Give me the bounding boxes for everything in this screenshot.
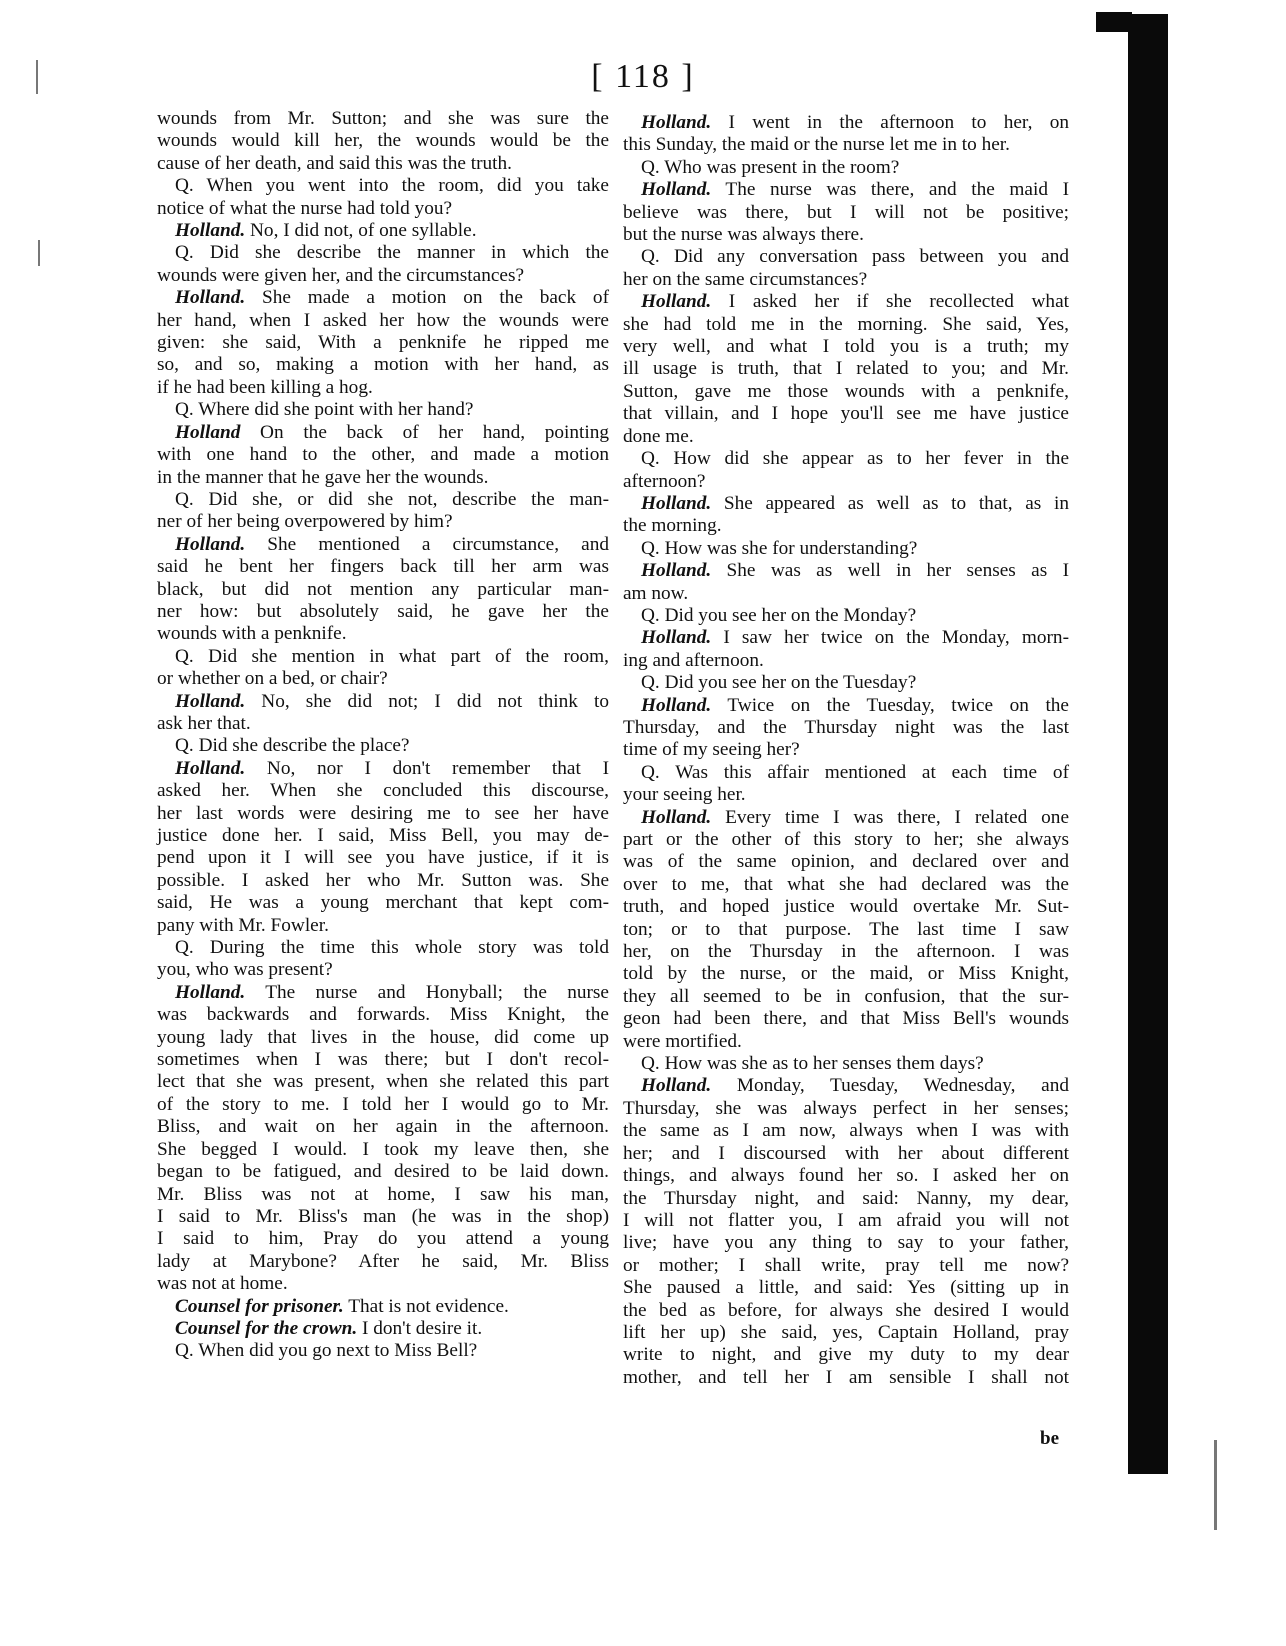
text-line [157,130,609,152]
line-text: her on the same circumstances? [623,268,868,290]
line-text: was not at home. [157,1273,288,1295]
line-text: the bed as before, for always she desired I would [623,1299,1069,1321]
text-line [623,202,1069,224]
line-text: No, I did not, of one syllable. [245,220,477,242]
line-text: Q. Did she describe the manner in which the [175,242,609,264]
line-text: Q. Did you see her on the Tuesday? [641,672,917,694]
line-text: this Sunday, the maid or the nurse let me in to her. [623,134,1010,156]
scan-edge-shadow [1096,12,1132,32]
text-line [157,780,609,802]
line-text: No, she did not; I did not think to [245,690,609,712]
line-text: Q. Did she describe the place? [175,735,410,757]
text-line [157,242,609,264]
speaker-label: Holland. [641,627,712,649]
text-line [623,717,1069,739]
text-line [157,198,609,220]
line-text: I will not flatter you, I am afraid you will not [623,1209,1069,1231]
text-line [157,646,609,668]
line-text: young lady that lives in the house, did come up [157,1026,609,1048]
line-text: things, and always found her so. I asked her on [623,1165,1069,1187]
speaker-label: Counsel for prisoner. [175,1295,344,1317]
line-text: or mother; I shall write, pray tell me now? [623,1254,1069,1276]
text-line [623,1053,1069,1075]
line-text: I said to him, Pray do you attend a young [157,1228,609,1250]
line-text: Q. How did she appear as to her fever in the [641,448,1069,470]
line-text: The nurse and Honyball; the nurse [245,981,609,1003]
line-text: Q. When you went into the room, did you take [175,175,609,197]
speaker-label: Holland. [175,533,246,555]
line-text: was backwards and forwards. Miss Knight, the [157,1004,609,1026]
text-line [623,515,1069,537]
text-line [157,265,609,287]
line-text: were mortified. [623,1030,742,1052]
text-line [157,915,609,937]
line-text: believe was there, but I will not be positive; [623,201,1069,223]
text-line [157,399,609,421]
text-line [157,937,609,959]
text-line [157,892,609,914]
line-text: so, and so, making a motion with her hand, as [157,354,609,376]
text-line [623,896,1069,918]
text-line [157,108,609,130]
text-line [623,1322,1069,1344]
speaker-label: Holland. [641,1075,712,1097]
line-text: began to be fatigued, and desired to be laid down. [157,1161,609,1183]
text-line [157,310,609,332]
line-text: done me. [623,425,694,447]
text-line [157,1273,609,1295]
line-text: she had told me in the morning. She said, Yes, [623,313,1069,335]
text-line [623,762,1069,784]
line-text: pend upon it I will see you have justice, if it is [157,847,609,869]
line-text: afternoon? [623,470,706,492]
text-line [623,471,1069,493]
line-text: justice done her. I said, Miss Bell, you may de- [157,825,609,846]
speaker-label: Holland. [641,560,712,582]
text-line [157,444,609,466]
text-line [157,825,609,847]
line-text: cause of her death, and said this was the truth. [157,152,512,174]
text-line [623,157,1069,179]
text-line [623,1075,1069,1097]
text-line [623,807,1069,829]
text-line [157,601,609,623]
text-line [157,377,609,399]
text-line [623,829,1069,851]
text-line [157,467,609,489]
text-line [157,959,609,981]
speaker-label: Holland [175,421,241,443]
speaker-label: Holland. [175,220,246,242]
line-text: was of the same opinion, and declared over and [623,851,1069,873]
line-text: The nurse was there, and the maid I [711,179,1069,201]
line-text: told by the nurse, or the maid, or Miss Knight, [623,963,1069,985]
text-line [157,153,609,175]
text-line [623,1143,1069,1165]
line-text: black, but did not mention any particular man- [157,578,609,600]
text-line [157,1340,609,1362]
line-text: or whether on a bed, or chair? [157,668,388,690]
line-text: wounds were given her, and the circumstances? [157,264,525,286]
line-text: ner of her being overpowered by him? [157,511,453,533]
text-line [157,1161,609,1183]
line-text: geon had been there, and that Miss Bell's wounds [623,1008,1069,1030]
text-line [157,713,609,735]
text-line [157,354,609,376]
speaker-label: Holland. [175,690,246,712]
line-text: said, He was a young merchant that kept com- [157,892,609,914]
line-text: possible. I asked her who Mr. Sutton was. She [157,869,609,891]
right-column [623,112,1069,1389]
speaker-label: Holland. [641,492,712,514]
text-line [623,1120,1069,1142]
scan-edge-shadow [1128,14,1168,1474]
line-text: of the story to me. I told her I would go to Mr. [157,1093,609,1115]
line-text: am now. [623,582,689,604]
line-text: time of my seeing her? [623,739,800,761]
line-text: I asked her if she recollected what [711,291,1069,313]
text-line [157,556,609,578]
text-line [623,672,1069,694]
text-line [157,1071,609,1093]
line-text: That is not evidence. [343,1295,509,1317]
line-text: She appeared as well as to that, as in [711,492,1069,514]
line-text: I don't desire it. [357,1317,483,1339]
line-text: Q. How was she for understanding? [641,537,918,559]
line-text: Q. Who was present in the room? [641,156,900,178]
text-line [623,448,1069,470]
text-line [623,1277,1069,1299]
line-text: Q. How was she as to her senses them days? [641,1053,984,1075]
margin-mark [38,240,40,266]
text-line [623,269,1069,291]
line-text: Sutton, gave me those wounds with a penknife, [623,380,1069,402]
text-line [623,605,1069,627]
text-line [157,1228,609,1250]
line-text: I went in the afternoon to her, on [711,112,1069,133]
line-text: Q. Did she, or did she not, describe the man- [175,488,609,510]
line-text: wounds from Mr. Sutton; and she was sure the [157,108,609,129]
text-line [157,1184,609,1206]
line-text: said he bent her fingers back till her arm was [157,556,609,578]
line-text: but the nurse was always there. [623,224,864,246]
line-text: truth, and hoped justice would overtake Mr. Sut- [623,896,1069,918]
text-line [157,332,609,354]
text-line [623,314,1069,336]
line-text: that villain, and I hope you'll see me have justice [623,403,1069,425]
text-line [623,291,1069,313]
text-line [157,1094,609,1116]
line-text: her hand, when I asked her how the wounds were [157,309,609,331]
text-line [157,691,609,713]
line-text: Q. When did you go next to Miss Bell? [175,1340,478,1362]
text-line [623,851,1069,873]
line-text: Mr. Bliss was not at home, I saw his man, [157,1183,609,1205]
line-text: Monday, Tuesday, Wednesday, and [711,1075,1069,1097]
line-text: part or the other of this story to her; she always [623,829,1069,850]
line-text: lady at Marybone? After he said, Mr. Bliss [157,1250,609,1272]
line-text: the Thursday night, and said: Nanny, my dear, [623,1187,1069,1209]
line-text: I said to Mr. Bliss's man (he was in the shop) [157,1205,609,1227]
line-text: asked her. When she concluded this discourse, [157,780,609,802]
text-line [157,870,609,892]
line-text: with one hand to the other, and made a motion [157,444,609,466]
text-line [157,1027,609,1049]
margin-mark [1214,1440,1217,1530]
text-line [157,534,609,556]
line-text: your seeing her. [623,784,746,806]
line-text: wounds would kill her, the wounds would be the [157,130,609,152]
text-line [623,1098,1069,1120]
speaker-label: Holland. [175,757,246,779]
text-line [623,358,1069,380]
line-text: mother, and tell her I am sensible I shall not [623,1366,1069,1388]
text-line [157,1318,609,1340]
text-line [623,1300,1069,1322]
text-line [623,538,1069,560]
text-line [623,1165,1069,1187]
line-text: her, on the Thursday in the afternoon. I was [623,941,1069,963]
line-text: write to night, and give my duty to my dear [623,1344,1069,1366]
left-column [157,108,609,1363]
page-number: [ 118 ] [591,58,695,95]
text-line [623,403,1069,425]
text-line [623,650,1069,672]
line-text: She was as well in her senses as I [711,560,1069,582]
line-text: ton; or to that purpose. The last time I saw [623,918,1069,940]
text-line [623,963,1069,985]
speaker-label: Counsel for the crown. [175,1317,358,1339]
text-line [623,583,1069,605]
line-text: they all seemed to be in confusion, that the sur- [623,985,1069,1007]
text-line [157,1251,609,1273]
line-text: Q. During the time this whole story was told [175,937,609,959]
text-line [157,175,609,197]
text-line [157,489,609,511]
line-text: Q. Did any conversation pass between you and [641,246,1069,268]
text-line [623,1031,1069,1053]
text-line [623,784,1069,806]
line-text: Bliss, and wait on her again in the afternoon. [157,1116,609,1138]
speaker-label: Holland. [641,291,712,313]
text-line [623,560,1069,582]
line-text: Q. Where did she point with her hand? [175,399,474,421]
line-text: Q. Was this affair mentioned at each time of [641,761,1069,783]
text-line [157,1049,609,1071]
line-text: Thursday, she was always perfect in her senses; [623,1097,1069,1119]
text-line [623,1344,1069,1366]
text-line [623,941,1069,963]
line-text: On the back of her hand, pointing [240,421,609,443]
text-line [157,735,609,757]
text-line [157,287,609,309]
text-line [623,1008,1069,1030]
text-line [157,220,609,242]
line-text: the same as I am now, always when I was with [623,1120,1069,1142]
speaker-label: Holland. [175,287,246,309]
text-line [157,1004,609,1026]
text-line [157,803,609,825]
text-line [157,623,609,645]
text-line [623,1255,1069,1277]
text-line [157,511,609,533]
line-text: lift her up) she said, yes, Captain Holland, pray [623,1321,1069,1343]
text-line [623,986,1069,1008]
text-line [623,1210,1069,1232]
text-line [623,739,1069,761]
line-text: over to me, that what she had declared was the [623,873,1069,895]
text-line [623,1367,1069,1389]
line-text: live; have you any thing to say to your father, [623,1232,1069,1254]
line-text: wounds with a penknife. [157,623,347,645]
line-text: her last words were desiring me to see her have [157,802,609,824]
speaker-label: Holland. [641,806,712,828]
text-line [157,1116,609,1138]
text-line [623,224,1069,246]
catchword: be [1040,1428,1059,1449]
speaker-label: Holland. [175,981,246,1003]
line-text: She mentioned a circumstance, and [245,533,609,555]
speaker-label: Holland. [641,179,712,201]
speaker-label: Holland. [641,694,712,716]
text-line [623,695,1069,717]
text-line [623,874,1069,896]
text-line [623,246,1069,268]
text-line [623,381,1069,403]
text-line [623,1188,1069,1210]
text-line [157,1296,609,1318]
line-text: given: she said, With a penknife he ripped me [157,332,609,354]
line-text: sometimes when I was there; but I don't recol- [157,1049,609,1071]
line-text: pany with Mr. Fowler. [157,914,329,936]
line-text: Thursday, and the Thursday night was the last [623,716,1069,738]
line-text: She begged I would. I took my leave then, she [157,1138,609,1160]
text-line [623,627,1069,649]
line-text: very well, and what I told you is a truth; my [623,336,1069,358]
line-text: Q. Did you see her on the Monday? [641,604,917,626]
text-line [623,112,1069,134]
line-text: No, nor I don't remember that I [245,757,609,779]
line-text: ill usage is truth, that I related to you; and Mr. [623,358,1069,380]
line-text: She paused a little, and said: Yes (sitting up in [623,1277,1069,1299]
text-line [157,422,609,444]
text-line [157,847,609,869]
line-text: lect that she was present, when she related this part [157,1071,609,1093]
text-line [623,134,1069,156]
line-text: ner how: but absolutely said, he gave her the [157,600,609,622]
line-text: ask her that. [157,712,251,734]
text-line [157,579,609,601]
line-text: if he had been killing a hog. [157,376,373,398]
text-line [623,336,1069,358]
line-text: She made a motion on the back of [245,287,609,309]
line-text: Q. Did she mention in what part of the room, [175,645,609,667]
text-line [157,668,609,690]
text-line [157,1139,609,1161]
line-text: Every time I was there, I related one [711,806,1069,828]
text-line [157,982,609,1004]
line-text: ing and afternoon. [623,649,764,671]
line-text: I saw her twice on the Monday, morn- [711,627,1069,649]
text-line [623,1232,1069,1254]
line-text: Twice on the Tuesday, twice on the [711,694,1069,716]
text-line [623,426,1069,448]
text-line [157,758,609,780]
text-line [623,179,1069,201]
line-text: notice of what the nurse had told you? [157,197,453,219]
line-text: her; and I discoursed with her about different [623,1142,1069,1164]
line-text: in the manner that he gave her the wounds. [157,466,489,488]
speaker-label: Holland. [641,112,712,133]
line-text: you, who was present? [157,959,333,981]
text-line [623,493,1069,515]
text-line [157,1206,609,1228]
line-text: the morning. [623,515,722,537]
text-line [623,919,1069,941]
